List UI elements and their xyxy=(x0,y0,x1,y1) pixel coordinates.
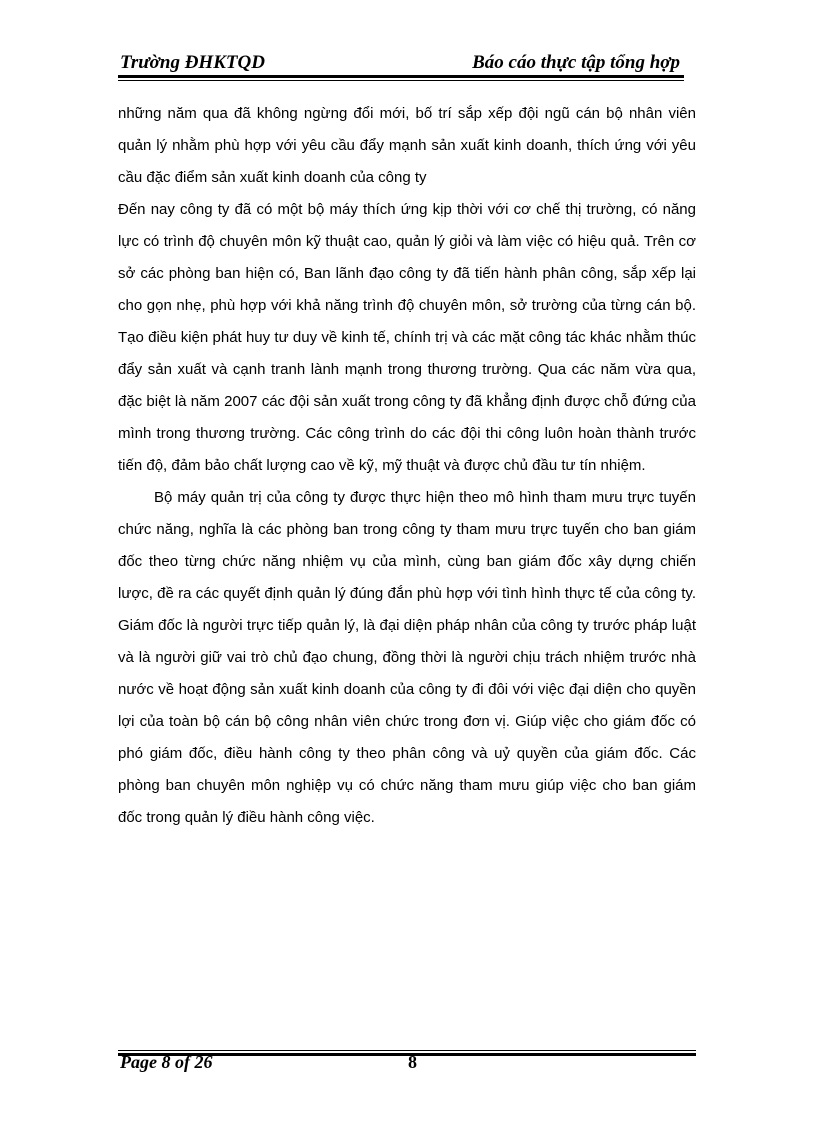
header-rule-thick xyxy=(118,75,684,78)
footer-page-number: 8 xyxy=(408,1052,417,1072)
header-rule-thin xyxy=(118,80,684,81)
page-footer xyxy=(118,1036,696,1096)
footer-page-label: Page 8 of 26 xyxy=(120,1052,213,1072)
paragraph-company-apparatus: Đến nay công ty đã có một bộ máy thích ứng kịp thời với cơ chế thị trường, có năng lực có trình độ chuyên môn kỹ thuật cao, quản lý giỏi và làm việc có hiệu quả. Trên cơ sở các phòng ban hiện có, Ban lãnh đạo công ty đã tiến hành phân công, sắp xếp lại cho gọn nhẹ, phù hợp với khả năng trình độ chuyên môn, sở trường của từng cán bộ. Tạo điều kiện phát huy tư duy về kinh tế, chính trị và các mặt công tác khác nhằm thúc đẩy sản xuất và cạnh tranh lành mạnh trong thương trường. Qua các năm vừa qua, đặc biệt là năm 2007 các đội sản xuất trong công ty đã khẳng định được chỗ đứng của mình trong thương trường. Các công trình do các đội thi công luôn hoàn thành trước tiến độ, đảm bảo chất lượng cao về kỹ, mỹ thuật và được chủ đầu tư tín nhiệm. xyxy=(118,201,696,474)
page-header xyxy=(118,48,684,80)
paragraph-continuation: những năm qua đã không ngừng đổi mới, bố trí sắp xếp đội ngũ cán bộ nhân viên quản lý nhằm phù hợp với yêu cầu đẩy mạnh sản xuất kinh doanh, thích ứng với yêu cầu đặc điểm sản xuất kinh doanh của công ty xyxy=(118,105,696,186)
header-school-name: Trường ĐHKTQD xyxy=(120,52,265,73)
document-body xyxy=(118,98,696,834)
paragraph-management-structure: Bộ máy quản trị của công ty được thực hiện theo mô hình tham mưu trực tuyến chức năng, nghĩa là các phòng ban trong công ty tham mưu trực tuyến cho ban giám đốc theo từng chức năng nhiệm vụ của mình, cùng ban giám đốc xây dựng chiến lược, đề ra các quyết định quản lý đúng đắn phù hợp với tình hình thực tế của công ty. Giám đốc là người trực tiếp quản lý, là đại diện pháp nhân của công ty trước pháp luật và là người giữ vai trò chủ đạo chung, đồng thời là người chịu trách nhiệm trước nhà nước về hoạt động sản xuất kinh doanh của công ty đi đôi với việc đại diện cho quyền lợi của toàn bộ cán bộ công nhân viên chức trong đơn vị. Giúp việc cho giám đốc có phó giám đốc, điều hành công ty theo phân công và uỷ quyền của giám đốc. Các phòng ban chuyên môn nghiệp vụ có chức năng tham mưu giúp việc cho ban giám đốc trong quản lý điều hành công việc. xyxy=(118,489,696,826)
footer-rule-thin xyxy=(118,1050,696,1051)
header-report-title: Báo cáo thực tập tổng hợp xyxy=(472,52,680,73)
